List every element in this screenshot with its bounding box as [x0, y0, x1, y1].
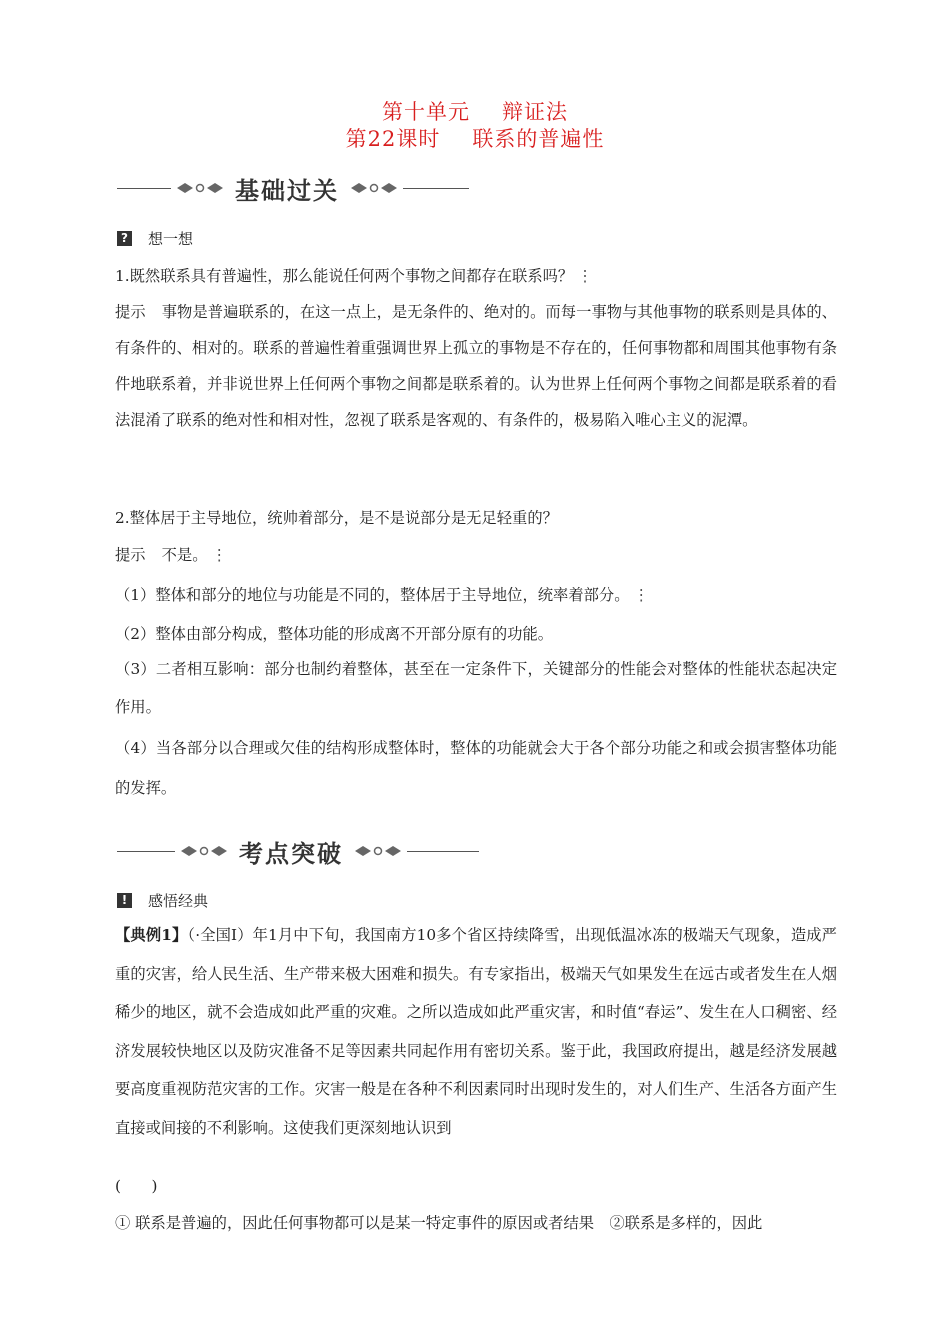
question-2 [115, 506, 558, 528]
point-3-text: （3）二者相互影响：部分也制约着整体，甚至在一定条件下，关键部分的性能会对整体的性能状态起决定作用。 [115, 660, 837, 716]
unit-name: 辩证法 [502, 100, 568, 124]
options-line [115, 1211, 762, 1233]
banner-title: 基础过关 [235, 176, 339, 205]
classic-heading-label: 感悟经典 [148, 892, 209, 910]
lesson-number: 第22课时 [345, 127, 441, 151]
ornament-icon [349, 182, 399, 194]
answer-1 [115, 294, 837, 438]
point-4-text: （4）当各部分以合理或欠佳的结构形成整体时，整体的功能就会大于各个部分功能之和或会损害整体功能的发挥。 [115, 739, 837, 797]
question-1-text: 1.既然联系具有普遍性，那么能说任何两个事物之间都存在联系吗？ [115, 267, 574, 285]
question-1 [115, 264, 593, 286]
point-3 [115, 650, 837, 726]
example-1 [115, 916, 837, 1147]
banner-rule-left [117, 188, 171, 189]
answer-blank [115, 1174, 158, 1196]
options-text: ① 联系是普遍的，因此任何事物都可以是某一特定事件的原因或者结果 ②联系是多样的，因此 [115, 1214, 763, 1232]
lesson-title [0, 123, 950, 153]
ornament-icon [353, 845, 403, 857]
banner-rule-left [117, 851, 175, 852]
section-banner-breakthrough [117, 834, 479, 868]
unit-title [0, 96, 950, 126]
example-1-text: （·全国Ⅰ）年1月中下旬，我国南方10多个省区持续降雪，出现低温冰冻的极端天气现象，造成严重的灾害，给人民生活、生产带来极大困难和损失。有专家指出，极端天气如果发生在远古或者发生在人烟稀少的地区，就不会造成如此严重的灾难。之所以造成如此严重灾害，和时值“春运”、发生在人口稠密、经济发展较快地区以及防灾准备不足等因素共同起作用有密切关系。鉴于此，我国政府提出，越是经济发展越要高度重视防范灾害的工作。灾害一般是在各种不利因素同时出现时发生的，对人们生产、生活各方面产生直接或间接的不利影响。这使我们更深刻地认识到 [115, 926, 837, 1137]
hint-label: 提示 [115, 546, 146, 564]
section-banner-basic [117, 171, 469, 205]
banner-title: 考点突破 [239, 839, 343, 868]
answer-1-text: 事物是普遍联系的，在这一点上，是无条件的、绝对的。而每一事物与其他事物的联系则是具体的、有条件的、相对的。联系的普遍性着重强调世界上孤立的事物是不存在的，任何事物都和周围其他事物有条件地联系着，并非说世界上任何两个事物之间都是联系着的。认为世界上任何两个事物之间都是联系着的看法混淆了联系的绝对性和相对性，忽视了联系是客观的、有条件的，极易陷入唯心主义的泥潭。 [115, 303, 837, 429]
point-1 [115, 583, 649, 605]
point-4 [115, 728, 837, 808]
lesson-name: 联系的普遍性 [472, 127, 605, 151]
ellipsis-mark: ⋮ [577, 267, 593, 285]
think-heading-label: 想一想 [148, 230, 194, 248]
question-icon: ? [117, 231, 132, 246]
point-1-text: （1）整体和部分的地位与功能是不同的，整体居于主导地位，统率着部分。 [115, 586, 630, 604]
classic-heading [117, 890, 208, 911]
example-label: 【典例1】 [115, 926, 188, 944]
unit-number: 第十单元 [382, 100, 470, 124]
hint-label: 提示 [115, 303, 146, 321]
ellipsis-mark: ⋮ [633, 586, 649, 604]
point-2 [115, 622, 553, 644]
ornament-icon [179, 845, 229, 857]
ellipsis-mark: ⋮ [211, 546, 227, 564]
think-heading [117, 228, 193, 249]
question-2-text: 2.整体居于主导地位，统帅着部分，是不是说部分是无足轻重的？ [115, 509, 558, 527]
answer-2 [115, 543, 227, 565]
answer-blank-text: ( ) [115, 1177, 158, 1195]
banner-rule-right [407, 851, 479, 852]
banner-rule-right [403, 188, 469, 189]
point-2-text: （2）整体由部分构成，整体功能的形成离不开部分原有的功能。 [115, 625, 554, 643]
ornament-icon [175, 182, 225, 194]
exclamation-icon: ! [117, 893, 132, 908]
answer-2-text: 不是。 [161, 546, 208, 564]
